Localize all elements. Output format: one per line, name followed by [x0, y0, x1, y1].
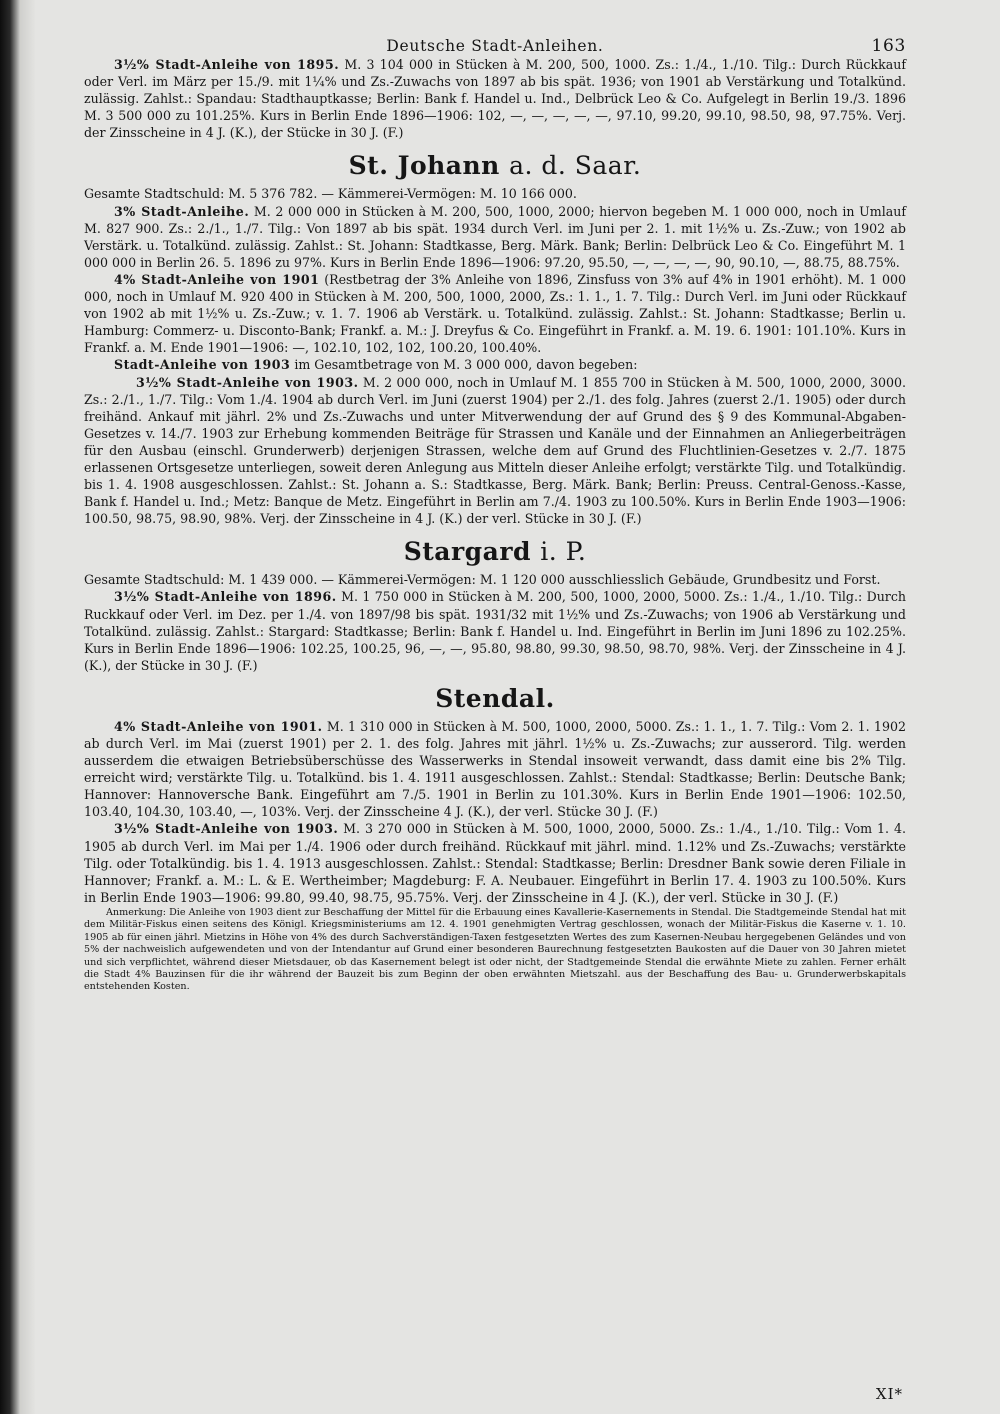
loan-text: M. 3 104 000 in Stücken à M. 200, 500, 1000. Zs.: 1./4., 1./10. Tilg.: Durch Rückkauf oder Verl. im März per 15./9. mit 1¼% und Zs.-Zuwachs von 1897 ab bis spät. 1936; von 1901 ab Verstärkung und Totalkünd. zulässig. Zahlst.: Spandau: Stadthauptkasse; Berlin: Bank f. Handel u. Ind., Delbrück Leo & Co. Aufgelegt in Berlin 19./3. 1896 M. 3 500 000 zu 101.25%. Kurs in Berlin Ende 1896—1906: 102, —, —, —, —, —, 97.10, 99.20, 99.10, 98.50, 98, 97.75%. Verj. der Zinsscheine in 4 J. (K.), der Stücke in 30 J. (F.)	[84, 57, 906, 141]
loan-heading: 3½% Stadt-Anleihe von 1895.	[114, 57, 340, 72]
loan-heading: Stadt-Anleihe von 1903	[114, 357, 291, 373]
loan-heading: 4% Stadt-Anleihe von 1901.	[114, 718, 323, 734]
loan-heading: 3½% Stadt-Anleihe von 1896.	[114, 589, 337, 605]
loan-text: M. 2 000 000 in Stücken à M. 200, 500, 1000, 2000; hiervon begeben M. 1 000 000, noch in Umlauf M. 827 900. Zs.: 2./1., 1./7. Tilg.: Von 1897 ab bis spät. 1934 durch Verl. im Juni per 2. 1. mit 1½% u. Zs.-Zuw.; von 1902 ab Verstärk. u. Totalkünd. zulässig. Zahlst.: St. Johann: Stadtkasse, Berg. Märk. Bank; Berlin: Delbrück Leo & Co. Eingeführt M. 1 000 000 in Berlin 26. 5. 1896 zu 97%. Kurs in Berlin Ende 1896—1906: 97.20, 95.50, —, —, —, —, 90, 90.10, —, 88.75, 88.75%.	[84, 203, 906, 270]
signature-mark: XI*	[875, 1385, 903, 1403]
page-content	[84, 30, 906, 994]
loan-heading: 3% Stadt-Anleihe.	[114, 203, 250, 219]
city-heading-stargard: Stargard i. P.	[403, 537, 587, 567]
city-summary: Gesamte Stadtschuld: M. 5 376 782. — Kämmerei-Vermögen: M. 10 166 000.	[84, 186, 577, 202]
footnote-text: Die Anleihe von 1903 dient zur Beschaffung der Mittel für die Erbauung eines Kavallerie-Kasernements in Stendal. Die Stadtgemeinde Stendal hat mit dem Militär-Fiskus einen seitens des Königl. Kriegsministeriums am 12. 4. 1901 genehmigten Vertrag geschlossen, wonach der Militär-Fiskus die Kaserne v. 1. 10. 1905 ab für einen jährl. Mietzins in Höhe von 4% des durch Sachverständigen-Taxen festgesetzten Wertes des zum Kasernen-Neubau hergegebenen Geländes und von 5% der nachweislich aufgewendeten und von der Intendantur auf Grund einer besonderen Baurechnung festgesetzten Baukosten auf die Dauer von 30 Jahren mietet und sich verpflichtet, während dieser Mietsdauer, ob das Kasernement belegt ist oder nicht, der Stadtgemeinde Stendal die erwähnte Miete zu zahlen. Ferner erhält die Stadt 4% Bauzinsen für die ihr während der Bauzeit bis zum Beginn der oben erwähnten Mietszahl. aus der Beschaffung des Bau- u. Grunderwerbskapitals entstehenden Kosten.	[84, 906, 906, 993]
footnote-label: Anmerkung:	[106, 906, 167, 918]
loan-entry	[84, 374, 906, 528]
loan-entry	[84, 820, 906, 905]
page-number: 163	[871, 36, 906, 56]
loan-heading: 3½% Stadt-Anleihe von 1903.	[114, 821, 339, 837]
loan-text: M. 1 750 000 in Stücken à M. 200, 500, 1000, 2000, 5000. Zs.: 1./4., 1./10. Tilg.: Durch Ruckkauf oder Verl. im Dez. per 1./4. von 1897/98 bis spät. 1931/32 mit 1½% und Zs.-Zuwachs; von 1906 ab Verstärkung und Totalkünd. zulässig. Zahlst.: Stargard: Stadtkasse; Berlin: Bank f. Handel u. Ind. Eingeführt in Berlin im Juni 1896 zu 102.25%. Kurs in Berlin Ende 1896—1906: 102.25, 100.25, 96, —, —, 95.80, 98.80, 99.30, 98.50, 98.70, 98%. Verj. der Zinsscheine in 4 J. (K.), der Stücke in 30 J. (F.)	[84, 589, 906, 673]
loan-text: M. 2 000 000, noch in Umlauf M. 1 855 700 in Stücken à M. 500, 1000, 2000, 3000. Zs.: 2./1., 1./7. Tilg.: Vom 1./4. 1904 ab durch Verl. im Juni (zuerst 1904) per 2./1. des folg. Jahres (zuerst 2./1. 1905) oder durch freihänd. Ankauf mit jährl. 2% und Zs.-Zuwachs und unter Mitverwendung der auf Grund des § 9 des Kommunal-Abgaben-Gesetzes v. 14./7. 1903 zur Erhebung kommenden Beiträge für Strassen und Kanäle und der Einnahmen an Anliegerbeiträgen für den Ausbau (einschl. Grunderwerb) derjenigen Strassen, welche dem auf Grund des Fluchtlinien-Gesetzes v. 2./7. 1875 erlassenen Ortsgesetze unterliegen, soweit deren Anlegung aus Mitteln dieser Anleihe erfolgt; verstärkte Tilg. und Totalkündig. bis 1. 4. 1908 ausgeschlossen. Zahlst.: St. Johann a. S.: Stadtkasse, Berg. Märk. Bank; Berlin: Preuss. Central-Genoss.-Kasse, Bank f. Handel u. Ind.; Metz: Banque de Metz. Eingeführt in Berlin am 7./4. 1903 zu 100.50%. Kurs in Berlin Ende 1903—1906: 100.50, 98.75, 98.90, 98%. Verj. der Zinsscheine in 4 J. (K.) der verl. Stücke in 30 J. (F.)	[84, 374, 906, 527]
loan-entry	[84, 271, 906, 356]
loan-entry	[84, 203, 906, 271]
city-heading-stendal: Stendal.	[435, 683, 555, 713]
book-spine-shadow	[0, 0, 36, 1414]
loan-entry	[84, 356, 906, 373]
loan-heading: 4% Stadt-Anleihe von 1901	[114, 271, 320, 287]
intro-entry	[84, 56, 906, 141]
loan-text: M. 3 270 000 in Stücken à M. 500, 1000, 2000, 5000. Zs.: 1./4., 1./10. Tilg.: Vom 1. 4. 1905 ab durch Verl. im Mai per 1./4. 1906 oder durch freihänd. Rückkauf mit jährl. mind. 1.12% und Zs.-Zuwachs; verstärkte Tilg. oder Totalkündig. bis 1. 4. 1913 ausgeschlossen. Zahlst.: Stendal: Stadtkasse; Berlin: Dresdner Bank sowie deren Filiale in Hannover; Frankf. a. M.: L. & E. Wertheimber; Magdeburg: F. A. Neubauer. Eingeführt in Berlin 17. 4. 1903 zu 100.50%. Kurs in Berlin Ende 1903—1906: 99.80, 99.40, 98.75, 95.75%. Verj. der Zinsscheine in 4 J. (K.), der verl. Stücke in 30 J. (F.)	[84, 821, 906, 905]
loan-heading: 3½% Stadt-Anleihe von 1903.	[136, 374, 359, 390]
running-head	[84, 30, 906, 56]
loan-entry	[84, 718, 906, 821]
footnote	[84, 907, 906, 994]
city-summary: Gesamte Stadtschuld: M. 1 439 000. — Kämmerei-Vermögen: M. 1 120 000 ausschliesslich Gebäude, Grundbesitz und Forst.	[84, 572, 881, 588]
loan-entry	[84, 588, 906, 673]
loan-text: im Gesamtbetrage von M. 3 000 000, davon begeben:	[294, 357, 638, 373]
loan-text: (Restbetrag der 3% Anleihe von 1896, Zinsfuss von 3% auf 4% in 1901 erhöht). M. 1 000 000, noch in Umlauf M. 920 400 in Stücken à M. 200, 500, 1000, 2000, Zs.: 1. 1., 1. 7. Tilg.: Durch Verl. im Juni oder Rückkauf von 1902 ab mit 1½% u. Zs.-Zuw.; v. 1. 7. 1906 ab Verstärk. u. Totalkünd. zulässig. Zahlst.: St. Johann: Stadtkasse; Berlin u. Hamburg: Commerz- u. Disconto-Bank; Frankf. a. M.: J. Dreyfus & Co. Eingeführt in Frankf. a. M. 19. 6. 1901: 101.10%. Kurs in Frankf. a. M. Ende 1901—1906: —, 102.10, 102, 102, 100.20, 100.40%.	[84, 271, 906, 356]
city-heading-st-johann: St. Johann a. d. Saar.	[348, 151, 642, 181]
loan-text: M. 1 310 000 in Stücken à M. 500, 1000, 2000, 5000. Zs.: 1. 1., 1. 7. Tilg.: Vom 2. 1. 1902 ab durch Verl. im Mai (zuerst 1901) per 2. 1. des folg. Jahres mit jährl. 1½% u. Zs.-Zuwachs; zur ausserord. Tilg. werden ausserdem die etwaigen Betriebsüberschüsse des Wasserwerks in Stendal insoweit verwandt, dass damit eine bis 2% Tilg. erreicht wird; verstärkte Tilg. u. Totalkünd. bis 1. 4. 1911 ausgeschlossen. Zahlst.: Stendal: Stadtkasse; Berlin: Deutsche Bank; Hannover: Hannoversche Bank. Eingeführt am 7./5. 1901 in Berlin zu 101.30%. Kurs in Berlin Ende 1901—1906: 102.50, 103.40, 104.30, 103.40, —, 103%. Verj. der Zinsscheine 4 J. (K.), der verl. Stücke 30 J. (F.)	[84, 718, 906, 820]
running-title: Deutsche Stadt-Anleihen.	[386, 37, 604, 55]
